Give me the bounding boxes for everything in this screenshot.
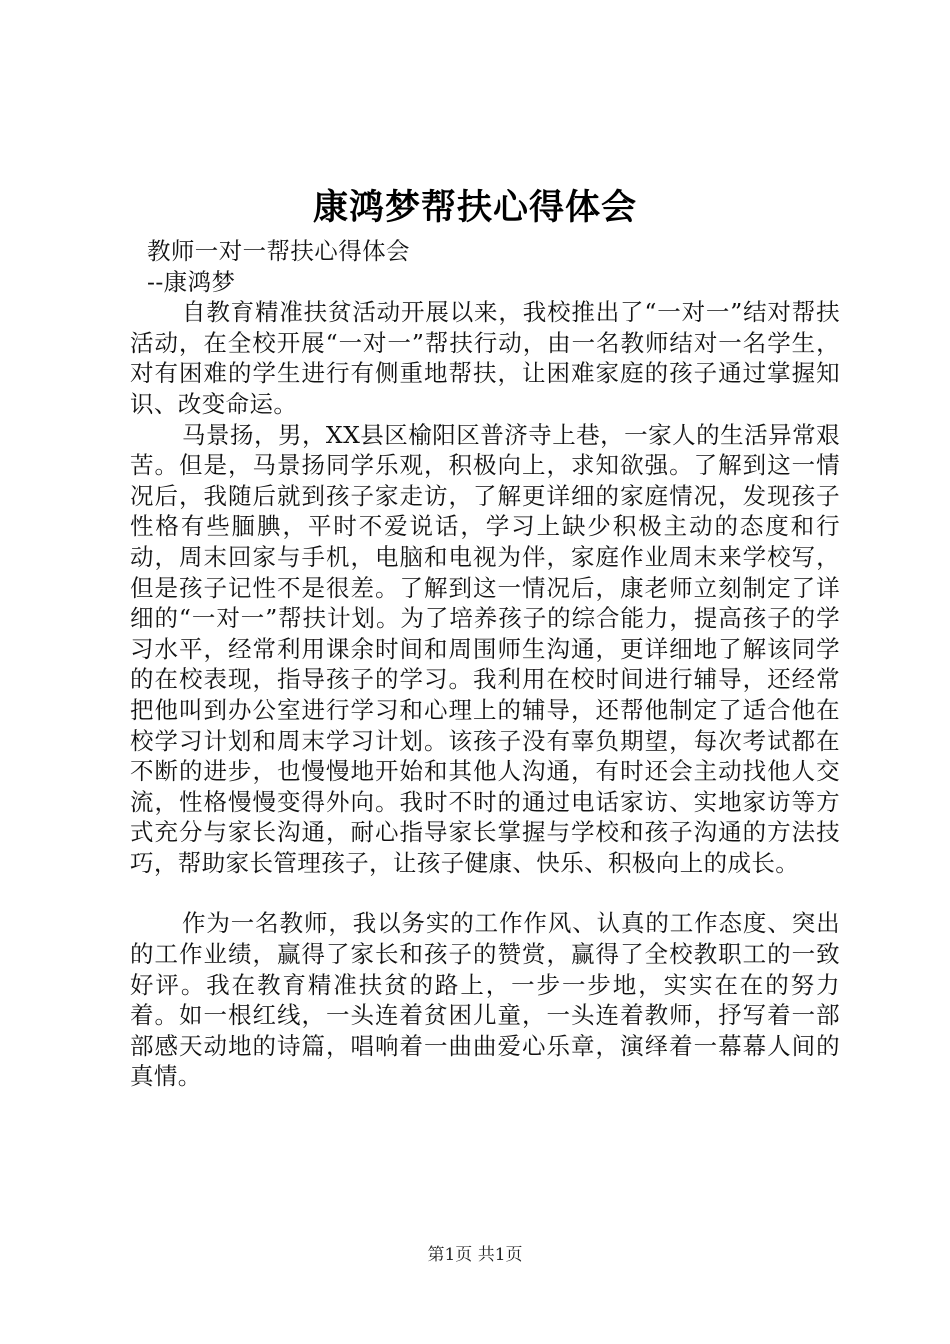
document-body [130, 236, 840, 1092]
document-author: --康鸿梦 [147, 267, 236, 296]
paragraph-student-case: 马景扬，男，XX县区榆阳区普济寺上巷，一家人的生活异常艰苦。但是，马景扬同学乐观，积极向上，求知欲强。了解到这一情况后，我随后就到孩子家走访，了解更详细的家庭情况，发现孩子性格有些腼腆，平时不爱说话，学习上缺少积极主动的态度和行动，周末回家与手机，电脑和电视为伴，家庭作业周末来学校写，但是孩子记性不是很差。了解到这一情况后，康老师立刻制定了详细的“一对一”帮扶计划。为了培养孩子的综合能力，提高孩子的学习水平，经常利用课余时间和周围师生沟通，更详细地了解该同学的在校表现，指导孩子的学习。我利用在校时间进行辅导，还经常把他叫到办公室进行学习和心理上的辅导，还帮他制定了适合他在校学习计划和周末学习计划。该孩子没有辜负期望，每次考试都在不断的进步，也慢慢地开始和其他人沟通，有时还会主动找他人交流，性格慢慢变得外向。我时不时的通过电话家访、实地家访等方式充分与家长沟通，耐心指导家长掌握与学校和孩子沟通的方法技巧，帮助家长管理孩子，让孩子健康、快乐、积极向上的成长。 [130, 420, 840, 877]
document-subtitle: 教师一对一帮扶心得体会 [147, 237, 410, 265]
paragraph-spacer [130, 878, 840, 908]
document-title: 康鸿梦帮扶心得体会 [312, 187, 637, 228]
paragraph-conclusion: 作为一名教师，我以务实的工作作风、认真的工作态度、突出的工作业绩，赢得了家长和孩子的赞赏，赢得了全校教职工的一致好评。我在教育精准扶贫的路上，一步一步地，实实在在的努力着。如一根红线，一头连着贫困儿童，一头连着教师，抒写着一部部感天动地的诗篇，唱响着一曲曲爱心乐章，演绎着一幕幕人间的真情。 [130, 909, 840, 1091]
page-footer: 第1页 共1页 [427, 1245, 523, 1265]
paragraph-intro: 自教育精准扶贫活动开展以来，我校推出了“一对一”结对帮扶活动，在全校开展“一对一”帮扶行动，由一名教师结对一名学生，对有困难的学生进行有侧重地帮扶，让困难家庭的孩子通过掌握知识、改变命运。 [130, 298, 840, 418]
